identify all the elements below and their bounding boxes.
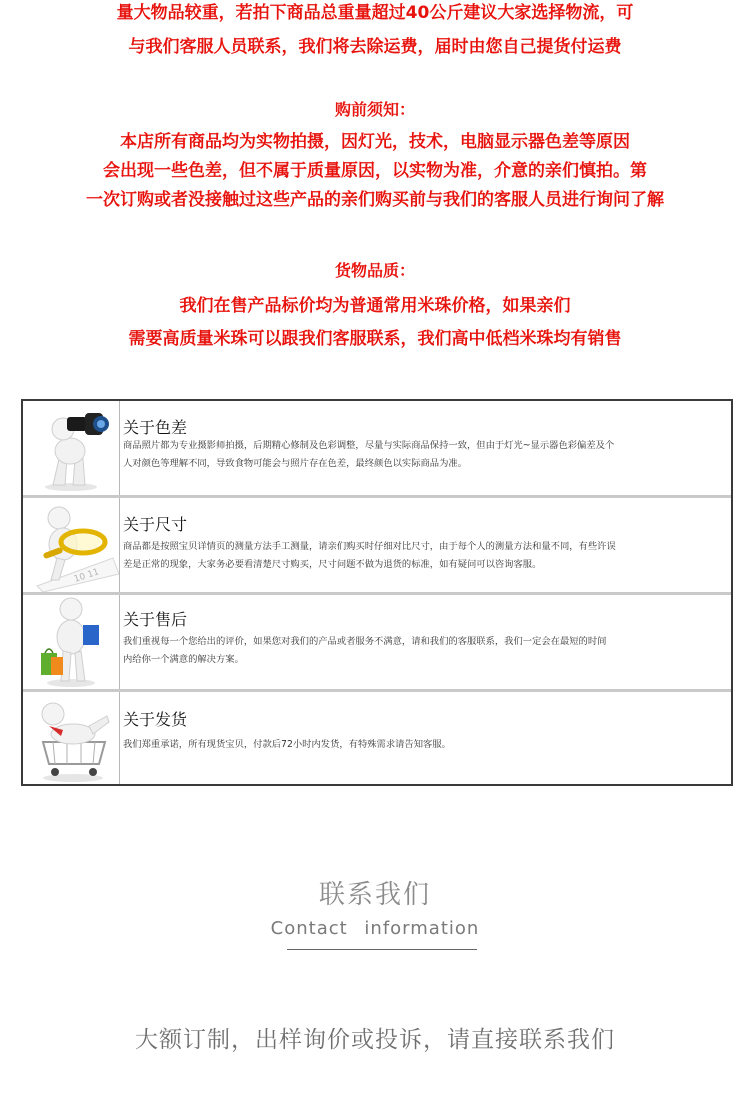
shipping-notice [0, 0, 750, 64]
info-table [21, 399, 733, 786]
shopping-cart-figure-icon [23, 692, 120, 784]
info-row-shipping-text [121, 692, 731, 784]
info-row-size-body [123, 538, 735, 574]
magnifier-ruler-figure-icon [23, 498, 120, 592]
info-row-color-line-2: 人对颜色等理解不同，导致食物可能会与照片存在色差，最终颜色以实际商品为准。 [123, 458, 467, 469]
info-row-shipping-body [123, 736, 735, 754]
shipping-notice-line-1: 量大物品较重，若拍下商品总重量超过40公斤建议大家选择物流，可 [116, 3, 634, 23]
quality-title: 货物品质： [334, 261, 415, 280]
ruler-digits: 10 11 [72, 567, 101, 585]
purchase-notice-title: 购前须知： [334, 100, 415, 119]
shipping-notice-line-2: 与我们客服人员联系，我们将去除运费，届时由您自己提货付运费 [128, 37, 622, 57]
info-row-color-line-1: 商品照片都为专业摄影师拍摄，后期精心修制及色彩调整，尽量与实际商品保持一致，但由于灯光~显示器色彩偏差及个 [123, 440, 615, 451]
info-row-size-line-2: 差是正常的现象，大家务必要看清楚尺寸购买，尺寸问题不做为退货的标准，如有疑问可以咨询客服。 [123, 559, 542, 570]
bulk-order-contact-text: 大额订制，出样询价或投诉，请直接联系我们 [135, 1027, 615, 1053]
quality-body [0, 290, 750, 356]
info-row-shipping [23, 692, 731, 784]
info-row-aftersales-text [121, 595, 731, 689]
shopping-bags-figure-icon [23, 595, 120, 689]
info-row-aftersales [23, 595, 731, 689]
info-row-color-text [121, 401, 731, 495]
purchase-notice-line-3: 一次订购或者没接触过这些产品的亲们购买前与我们的客服人员进行询问了解 [86, 190, 664, 210]
info-row-shipping-line-1: 我们郑重承诺，所有现货宝贝，付款后72小时内发货，有特殊需求请告知客服。 [123, 739, 451, 750]
purchase-notice-line-2: 会出现一些色差，但不属于质量原因，以实物为准，介意的亲们慎拍。第 [103, 161, 647, 181]
info-row-shipping-title: 关于发货 [123, 710, 188, 729]
quality-line-1: 我们在售产品标价均为普通常用米珠价格，如果亲们 [179, 296, 571, 316]
purchase-notice-body [0, 128, 750, 215]
photographer-figure-icon [23, 401, 120, 495]
info-row-aftersales-line-1: 我们重视每一个您给出的评价，如果您对我们的产品或者服务不满意，请和我们的客服联系，我们一定会在最短的时间 [123, 636, 607, 647]
purchase-notice-line-1: 本店所有商品均为实物拍摄，因灯光，技术，电脑显示器色差等原因 [120, 132, 630, 152]
info-row-size [23, 498, 731, 592]
info-row-color [23, 401, 731, 495]
info-row-color-title: 关于色差 [123, 418, 188, 437]
contact-title-en: Contact information [270, 918, 480, 939]
info-row-aftersales-title: 关于售后 [123, 610, 188, 629]
info-row-aftersales-line-2: 内给你一个满意的解决方案。 [123, 654, 244, 665]
contact-underline [287, 949, 477, 950]
info-row-aftersales-body [123, 633, 735, 669]
contact-title-cn: 联系我们 [318, 880, 431, 910]
quality-line-2: 需要高质量米珠可以跟我们客服联系，我们高中低档米珠均有销售 [128, 329, 622, 349]
info-row-size-line-1: 商品都是按照宝贝详情页的测量方法手工测量，请亲们购买时仔细对比尺寸，由于每个人的测量方法和量不同，有些许误 [123, 541, 616, 552]
info-row-color-body [123, 437, 735, 473]
info-row-size-title: 关于尺寸 [123, 515, 188, 534]
info-row-size-text [121, 498, 731, 592]
